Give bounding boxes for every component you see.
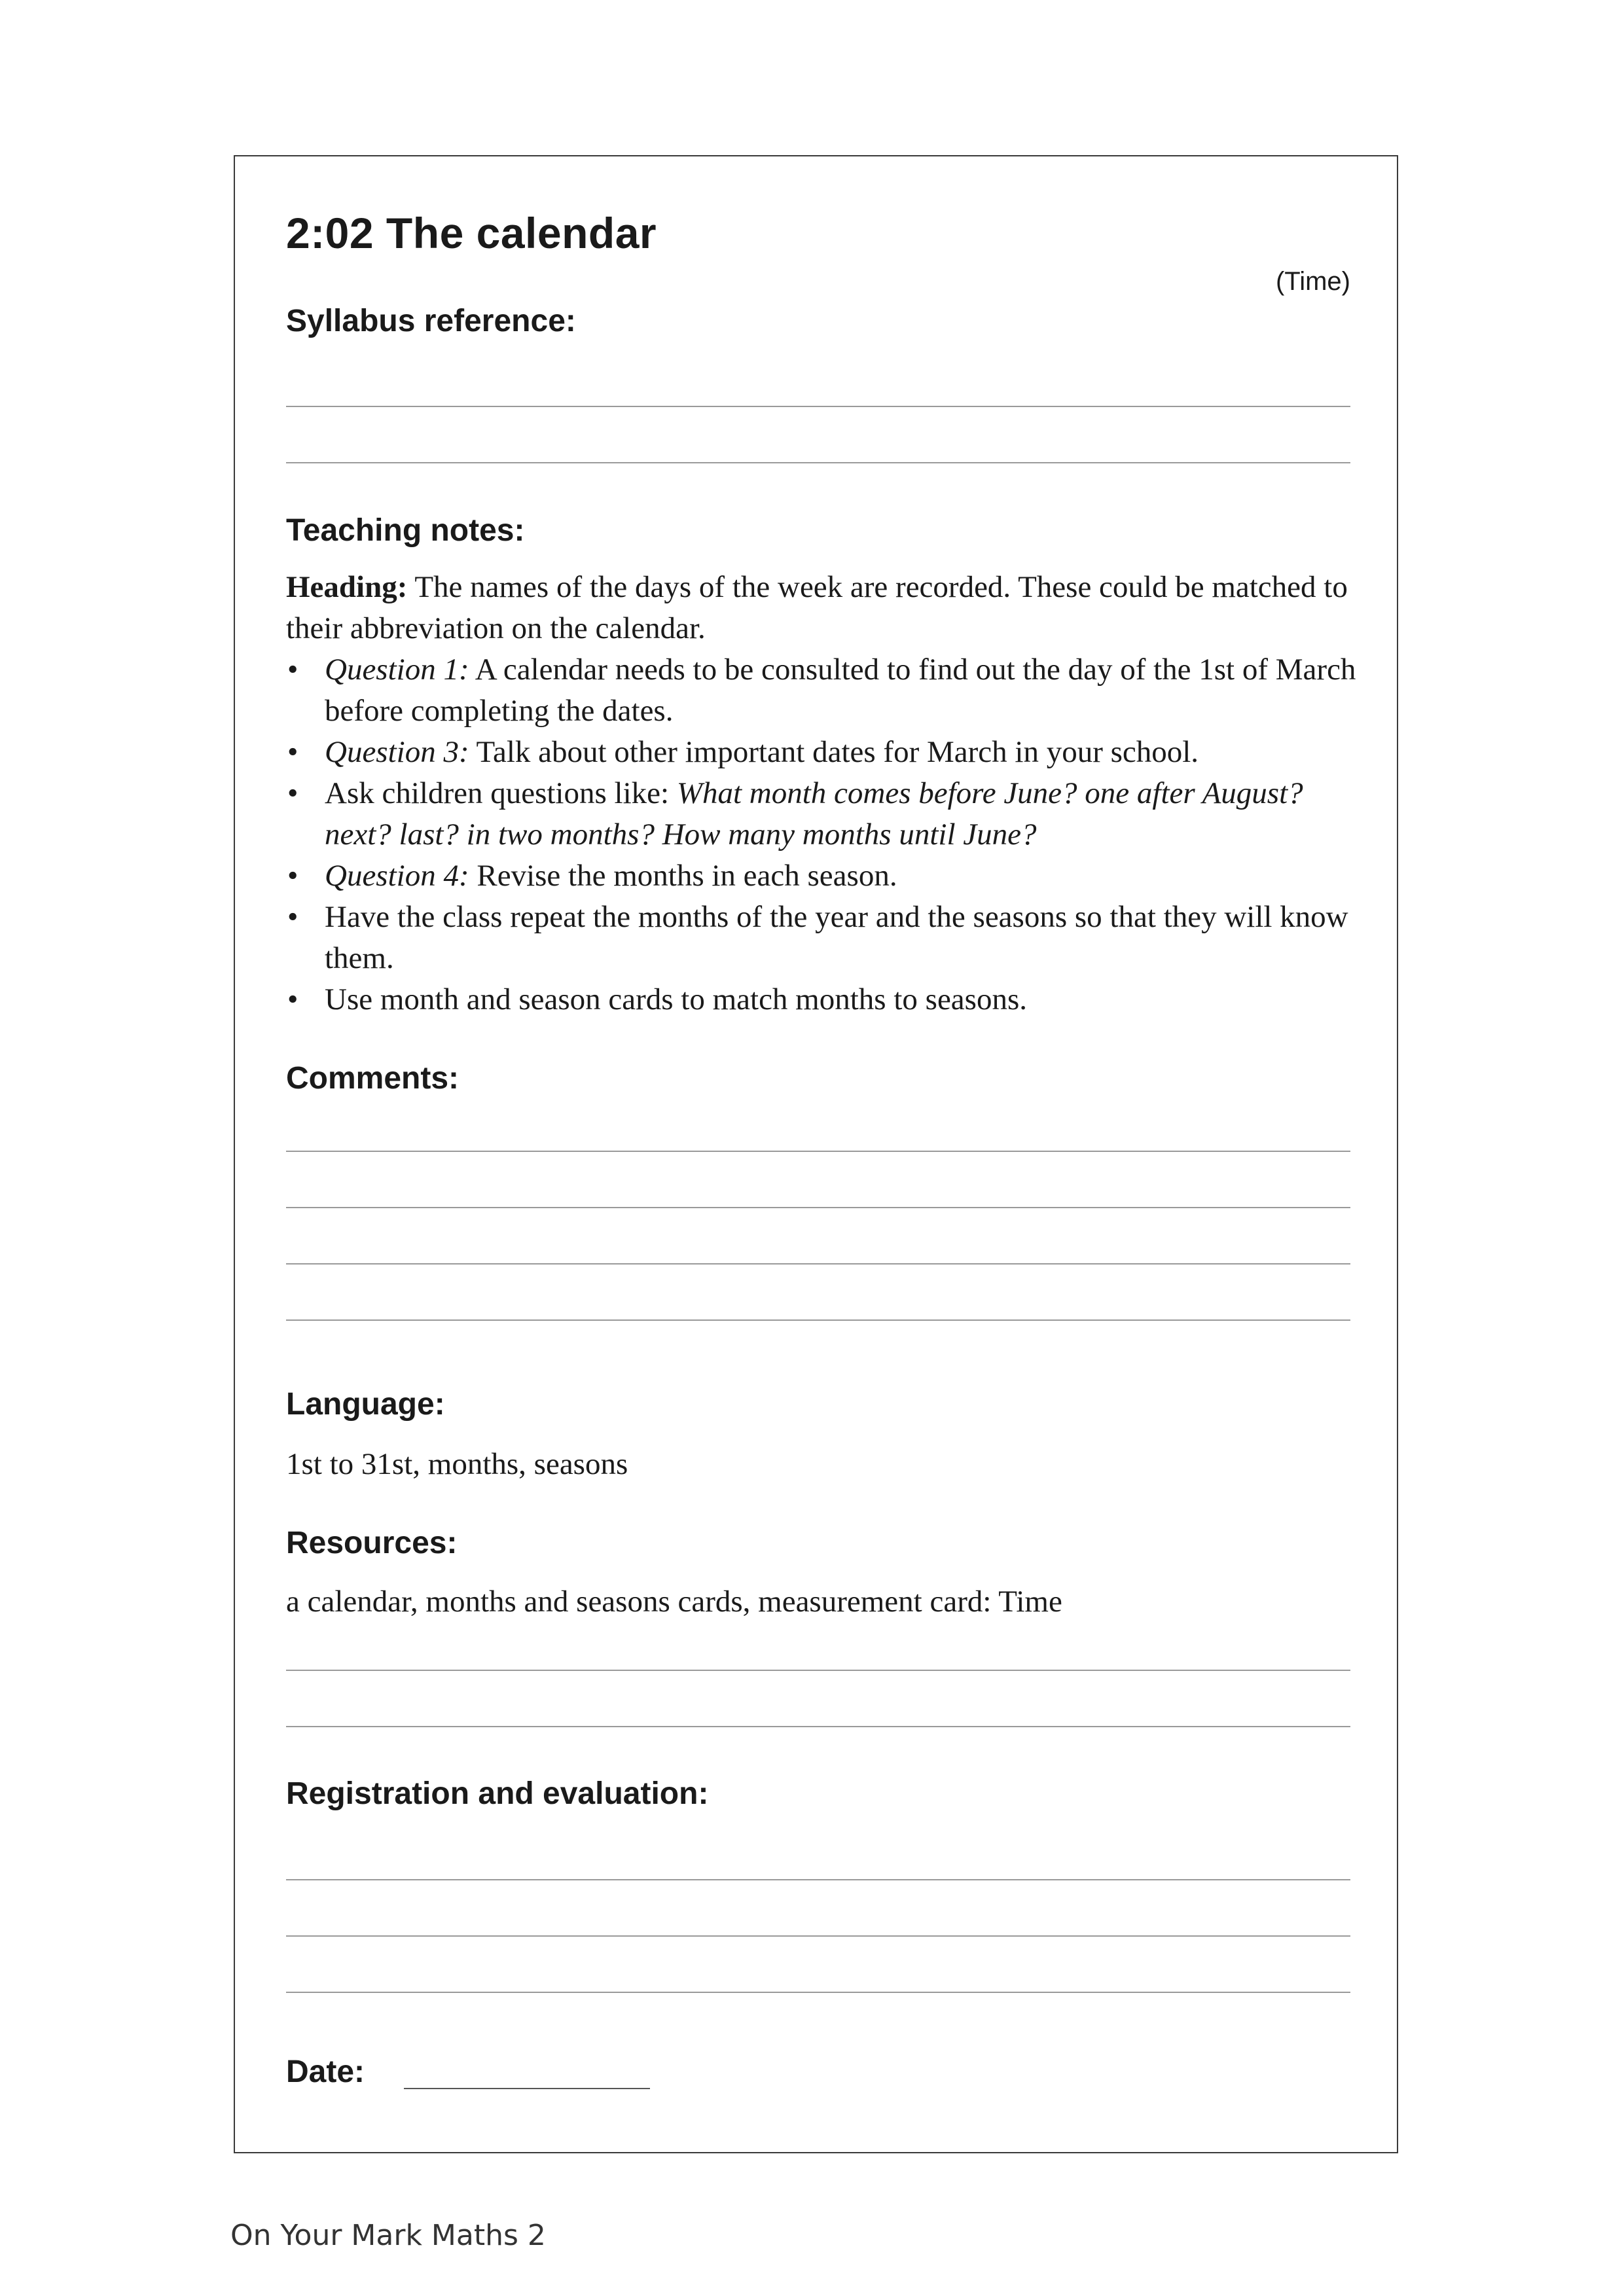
language-heading: Language:: [286, 1387, 445, 1422]
comments-line-4[interactable]: [286, 1319, 1350, 1321]
list-item-text: Have the class repeat the months of the year and the seasons so that they will know them.: [325, 900, 1348, 975]
date-label: Date:: [286, 2054, 365, 2089]
bullet-icon: •: [287, 859, 298, 893]
list-item-lead: Question 4:: [325, 859, 469, 893]
registration-line-3[interactable]: [286, 1992, 1350, 1993]
list-item-lead: Question 3:: [325, 735, 469, 769]
bullet-icon: •: [287, 653, 298, 687]
registration-line-2[interactable]: [286, 1935, 1350, 1937]
list-item: [286, 979, 1360, 1020]
list-item-text: Revise the months in each season.: [469, 859, 897, 893]
list-item: [286, 855, 1360, 897]
teaching-notes-list: [286, 649, 1360, 1020]
registration-line-1[interactable]: [286, 1879, 1350, 1880]
comments-heading: Comments:: [286, 1061, 460, 1096]
list-item-tail: What month comes before June? one after August? next? last? in two months? How many months until June?: [325, 776, 1303, 852]
language-text: 1st to 31st, months, seasons: [286, 1447, 628, 1481]
teaching-notes-heading: Teaching notes:: [286, 513, 525, 548]
comments-line-2[interactable]: [286, 1207, 1350, 1208]
list-item-text: A calendar needs to be consulted to find out the day of the 1st of March before completing the dates.: [325, 653, 1356, 728]
list-item: [286, 649, 1360, 732]
page-title: 2:02 The calendar: [286, 209, 657, 257]
list-item-text: Ask children questions like:: [325, 776, 677, 810]
list-item-text: Use month and season cards to match months to seasons.: [325, 982, 1027, 1016]
bullet-icon: •: [287, 776, 298, 810]
bullet-icon: •: [287, 900, 298, 934]
list-item: [286, 773, 1360, 855]
comments-line-1[interactable]: [286, 1151, 1350, 1152]
resources-text: a calendar, months and seasons cards, measurement card: Time: [286, 1585, 1062, 1619]
intro-text: The names of the days of the week are recorded. These could be matched to their abbreviation on the calendar.: [286, 570, 1348, 645]
resources-heading: Resources:: [286, 1526, 458, 1560]
syllabus-line-1[interactable]: [286, 406, 1350, 407]
comments-line-3[interactable]: [286, 1263, 1350, 1265]
bullet-icon: •: [287, 735, 298, 769]
teaching-notes-intro: [286, 567, 1360, 649]
resources-line-2[interactable]: [286, 1726, 1350, 1727]
resources-line-1[interactable]: [286, 1670, 1350, 1671]
footer-book-title: On Your Mark Maths 2: [230, 2219, 546, 2252]
syllabus-line-2[interactable]: [286, 462, 1350, 463]
bullet-icon: •: [287, 982, 298, 1016]
date-input-line[interactable]: [404, 2088, 650, 2089]
strand-label: (Time): [1275, 267, 1350, 296]
intro-bold-label: Heading:: [286, 570, 408, 604]
list-item-lead: Question 1:: [325, 653, 469, 687]
teaching-notes-body: [286, 567, 1360, 1020]
list-item: [286, 897, 1360, 979]
list-item-text: Talk about other important dates for March in your school.: [469, 735, 1199, 769]
list-item: [286, 732, 1360, 773]
syllabus-heading: Syllabus reference:: [286, 304, 576, 338]
page-frame: [234, 155, 1398, 2153]
registration-heading: Registration and evaluation:: [286, 1776, 709, 1811]
